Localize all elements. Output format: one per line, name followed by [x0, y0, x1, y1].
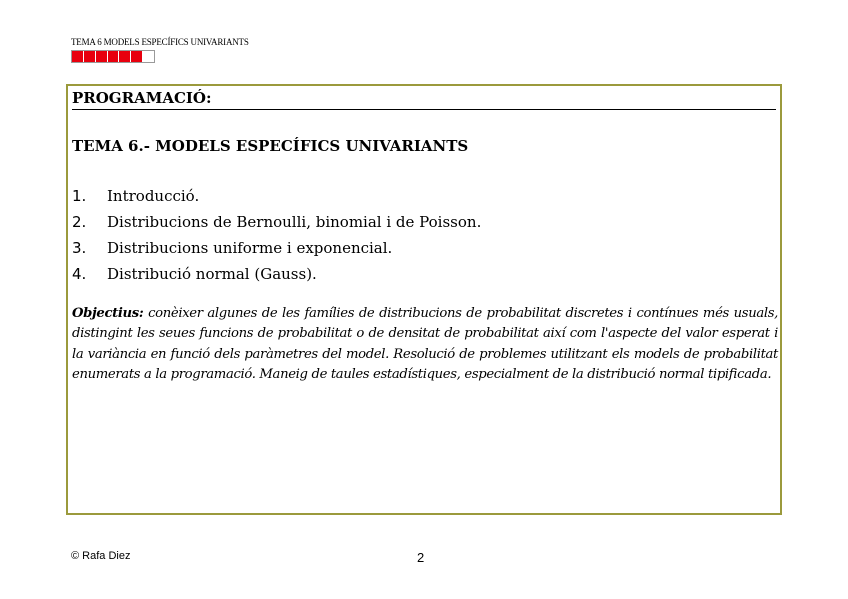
progress-segment-filled — [108, 51, 120, 62]
list-item-text: Distribució normal (Gauss). — [107, 265, 317, 283]
list-item-text: Introducció. — [107, 187, 200, 205]
page-number: 2 — [417, 550, 425, 565]
list-item-text: Distribucions de Bernoulli, binomial i de Poisson. — [107, 213, 482, 231]
objectives-label: Objectius: — [72, 306, 144, 321]
progress-segment-filled — [96, 51, 108, 62]
progress-segment-filled — [84, 51, 96, 62]
list-item — [72, 235, 481, 261]
list-item-text: Distribucions uniforme i exponencial. — [107, 239, 393, 257]
footer-author: © Rafa Diez — [71, 550, 131, 562]
progress-segment-filled — [72, 51, 84, 62]
header-title: TEMA 6 MODELS ESPECÍFICS UNIVARIANTS — [71, 37, 249, 47]
list-item — [72, 209, 481, 235]
list-item — [72, 261, 481, 287]
list-item-number: 4. — [72, 265, 87, 283]
progress-bar — [71, 50, 155, 63]
topic-title: TEMA 6.- MODELS ESPECÍFICS UNIVARIANTS — [72, 137, 469, 155]
topic-list — [72, 183, 481, 287]
objectives-text: conèixer algunes de les famílies de distribucions de probabilitat discretes i contínues més usuals, distingint les seues funcions de probabilitat o de densitat de probabilitat així com l'aspecte del valor esperat i la variància en funció dels paràmetres del model. Resolució de problemes utilitzant els models de probabilitat enumerats a la programació. Maneig de taules estadístiques, especialment de la distribució normal tipificada. — [72, 306, 778, 383]
list-item — [72, 183, 481, 209]
progress-segment-filled — [131, 51, 143, 62]
list-item-number: 3. — [72, 239, 87, 257]
objectives-paragraph — [72, 304, 778, 386]
progress-segment-filled — [119, 51, 131, 62]
list-item-number: 1. — [72, 187, 87, 205]
section-heading: PROGRAMACIÓ: — [72, 89, 776, 110]
list-item-number: 2. — [72, 213, 87, 231]
progress-segment-empty — [143, 51, 154, 62]
